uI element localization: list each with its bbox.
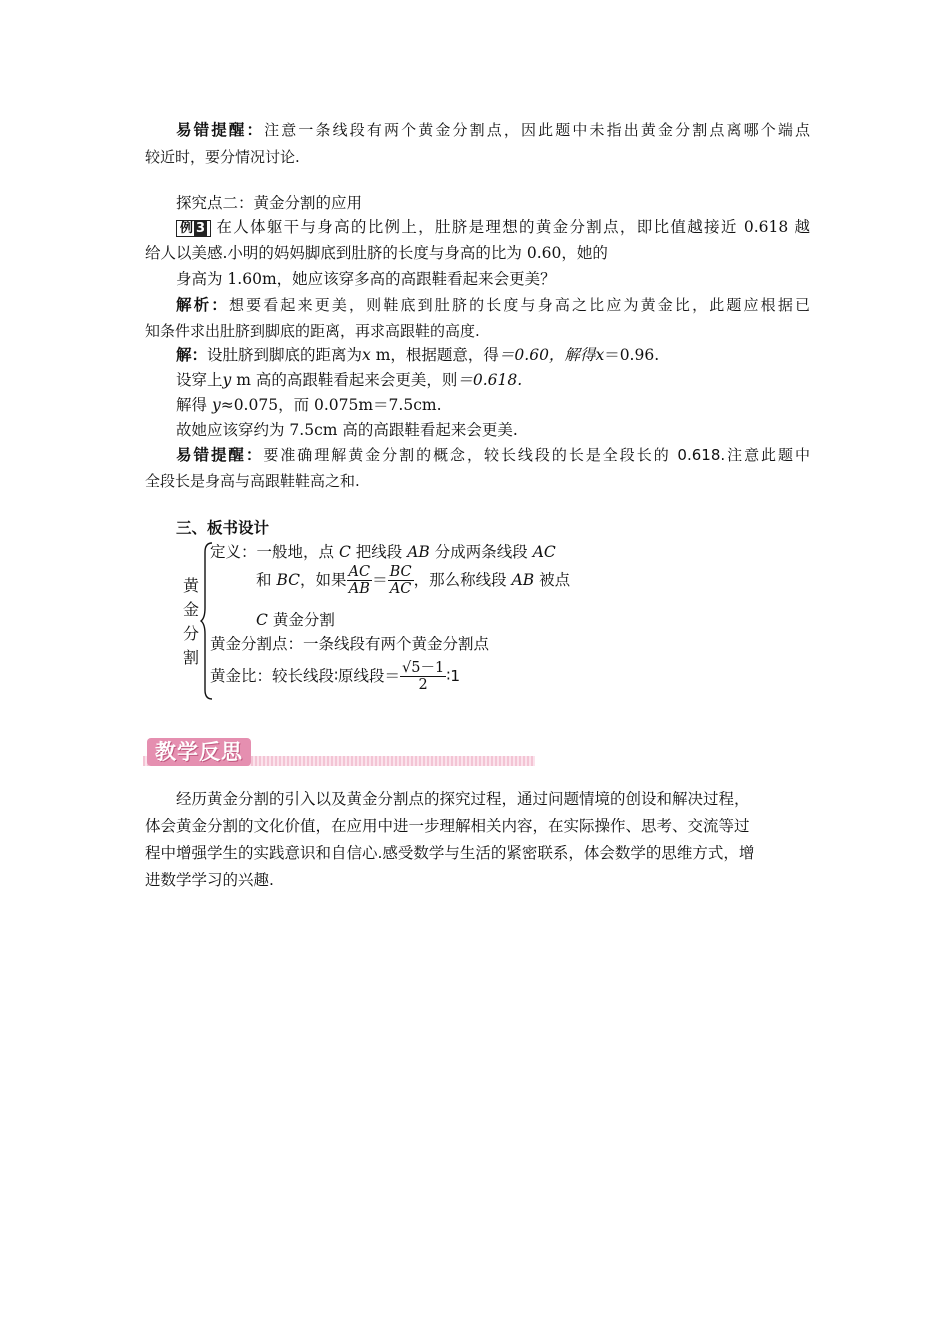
reflection-line4: 进数学学习的兴趣. — [145, 871, 274, 889]
solution-line1: 解：设肚脐到脚底的距离为x m，根据题意，得＝0.60，解得x＝0.96. — [176, 346, 660, 364]
board-definition-line1: 定义：一般地，点 C 把线段 AB 分成两条线段 AC — [210, 543, 556, 561]
tip1-line2: 较近时，要分情况讨论. — [145, 148, 300, 166]
example-badge: 例 3 — [176, 220, 211, 237]
section2-title: 探究点二：黄金分割的应用 — [176, 194, 363, 212]
tip2-line1: 易错提醒：要准确理解黄金分割的概念，较长线段的长是全段长的 0.618.注意此题中 — [176, 446, 810, 464]
board-side-title: 黄 金 分 割 — [182, 576, 199, 667]
solution-line2: 设穿上y m 高的高跟鞋看起来会更美，则＝0.618. — [176, 371, 523, 389]
example3-line1: 例 3 在人体躯干与身高的比例上，肚脐是理想的黄金分割点，即比值越接近 0.618 越 — [176, 217, 810, 237]
board-golden-ratio: 黄金比：较长线段∶原线段＝ $\frac{√5-1}{2}$ ∶1 — [210, 660, 461, 693]
blackboard-design — [180, 540, 620, 700]
fraction-golden-ratio: $\frac{√5-1}{2}$ — [402, 660, 445, 693]
board-definition-line3: C 黄金分割 — [256, 611, 335, 629]
analysis-line1: 解析：想要看起来更美，则鞋底到肚脐的长度与身高之比应为黄金比，此题应根据已 — [176, 296, 810, 314]
board-golden-point: 黄金分割点：一条线段有两个黄金分割点 — [210, 635, 490, 653]
solution-label: 解： — [176, 346, 208, 364]
fraction-ac-ab: $\frac{AC}{AB}$ — [348, 564, 371, 597]
solution-line4: 故她应该穿约为 7.5cm 高的高跟鞋看起来会更美. — [176, 421, 518, 439]
solution-line3: 解得 y≈0.075，而 0.075m＝7.5cm. — [176, 396, 442, 414]
tip1-label: 易错提醒： — [176, 121, 265, 139]
board-definition-line2: 和 BC，如果 $\frac{AC}{AB}$ ＝ $\frac{BC}{AC}$ ，那么称线段 AB 被点 — [256, 564, 571, 597]
analysis-label: 解析： — [176, 296, 229, 314]
reflection-header — [143, 738, 535, 768]
fraction-bc-ac: $\frac{BC}{AC}$ — [389, 564, 412, 597]
reflection-title: 教学反思 — [147, 738, 251, 766]
reflection-line3: 程中增强学生的实践意识和自信心.感受数学与生活的紧密联系，体会数学的思维方式，增 — [145, 844, 755, 862]
example3-line3: 身高为 1.60m，她应该穿多高的高跟鞋看起来会更美？ — [176, 270, 556, 288]
tip2-line2: 全段长是身高与高跟鞋鞋高之和. — [145, 472, 360, 490]
reflection-line1: 经历黄金分割的引入以及黄金分割点的探究过程，通过问题情境的创设和解决过程， — [176, 790, 750, 808]
section3-title: 三、板书设计 — [176, 519, 270, 537]
reflection-line2: 体会黄金分割的文化价值，在应用中进一步理解相关内容，在实际操作、思考、交流等过 — [145, 817, 750, 835]
tip2-label: 易错提醒： — [176, 446, 264, 464]
example3-line2: 给人以美感.小明的妈妈脚底到肚脐的长度与身高的比为 0.60，她的 — [145, 244, 608, 262]
analysis-line2: 知条件求出肚脐到脚底的距离，再求高跟鞋的高度. — [145, 322, 480, 340]
tip1-line1: 易错提醒：注意一条线段有两个黄金分割点，因此题中未指出黄金分割点离哪个端点 — [176, 121, 810, 139]
